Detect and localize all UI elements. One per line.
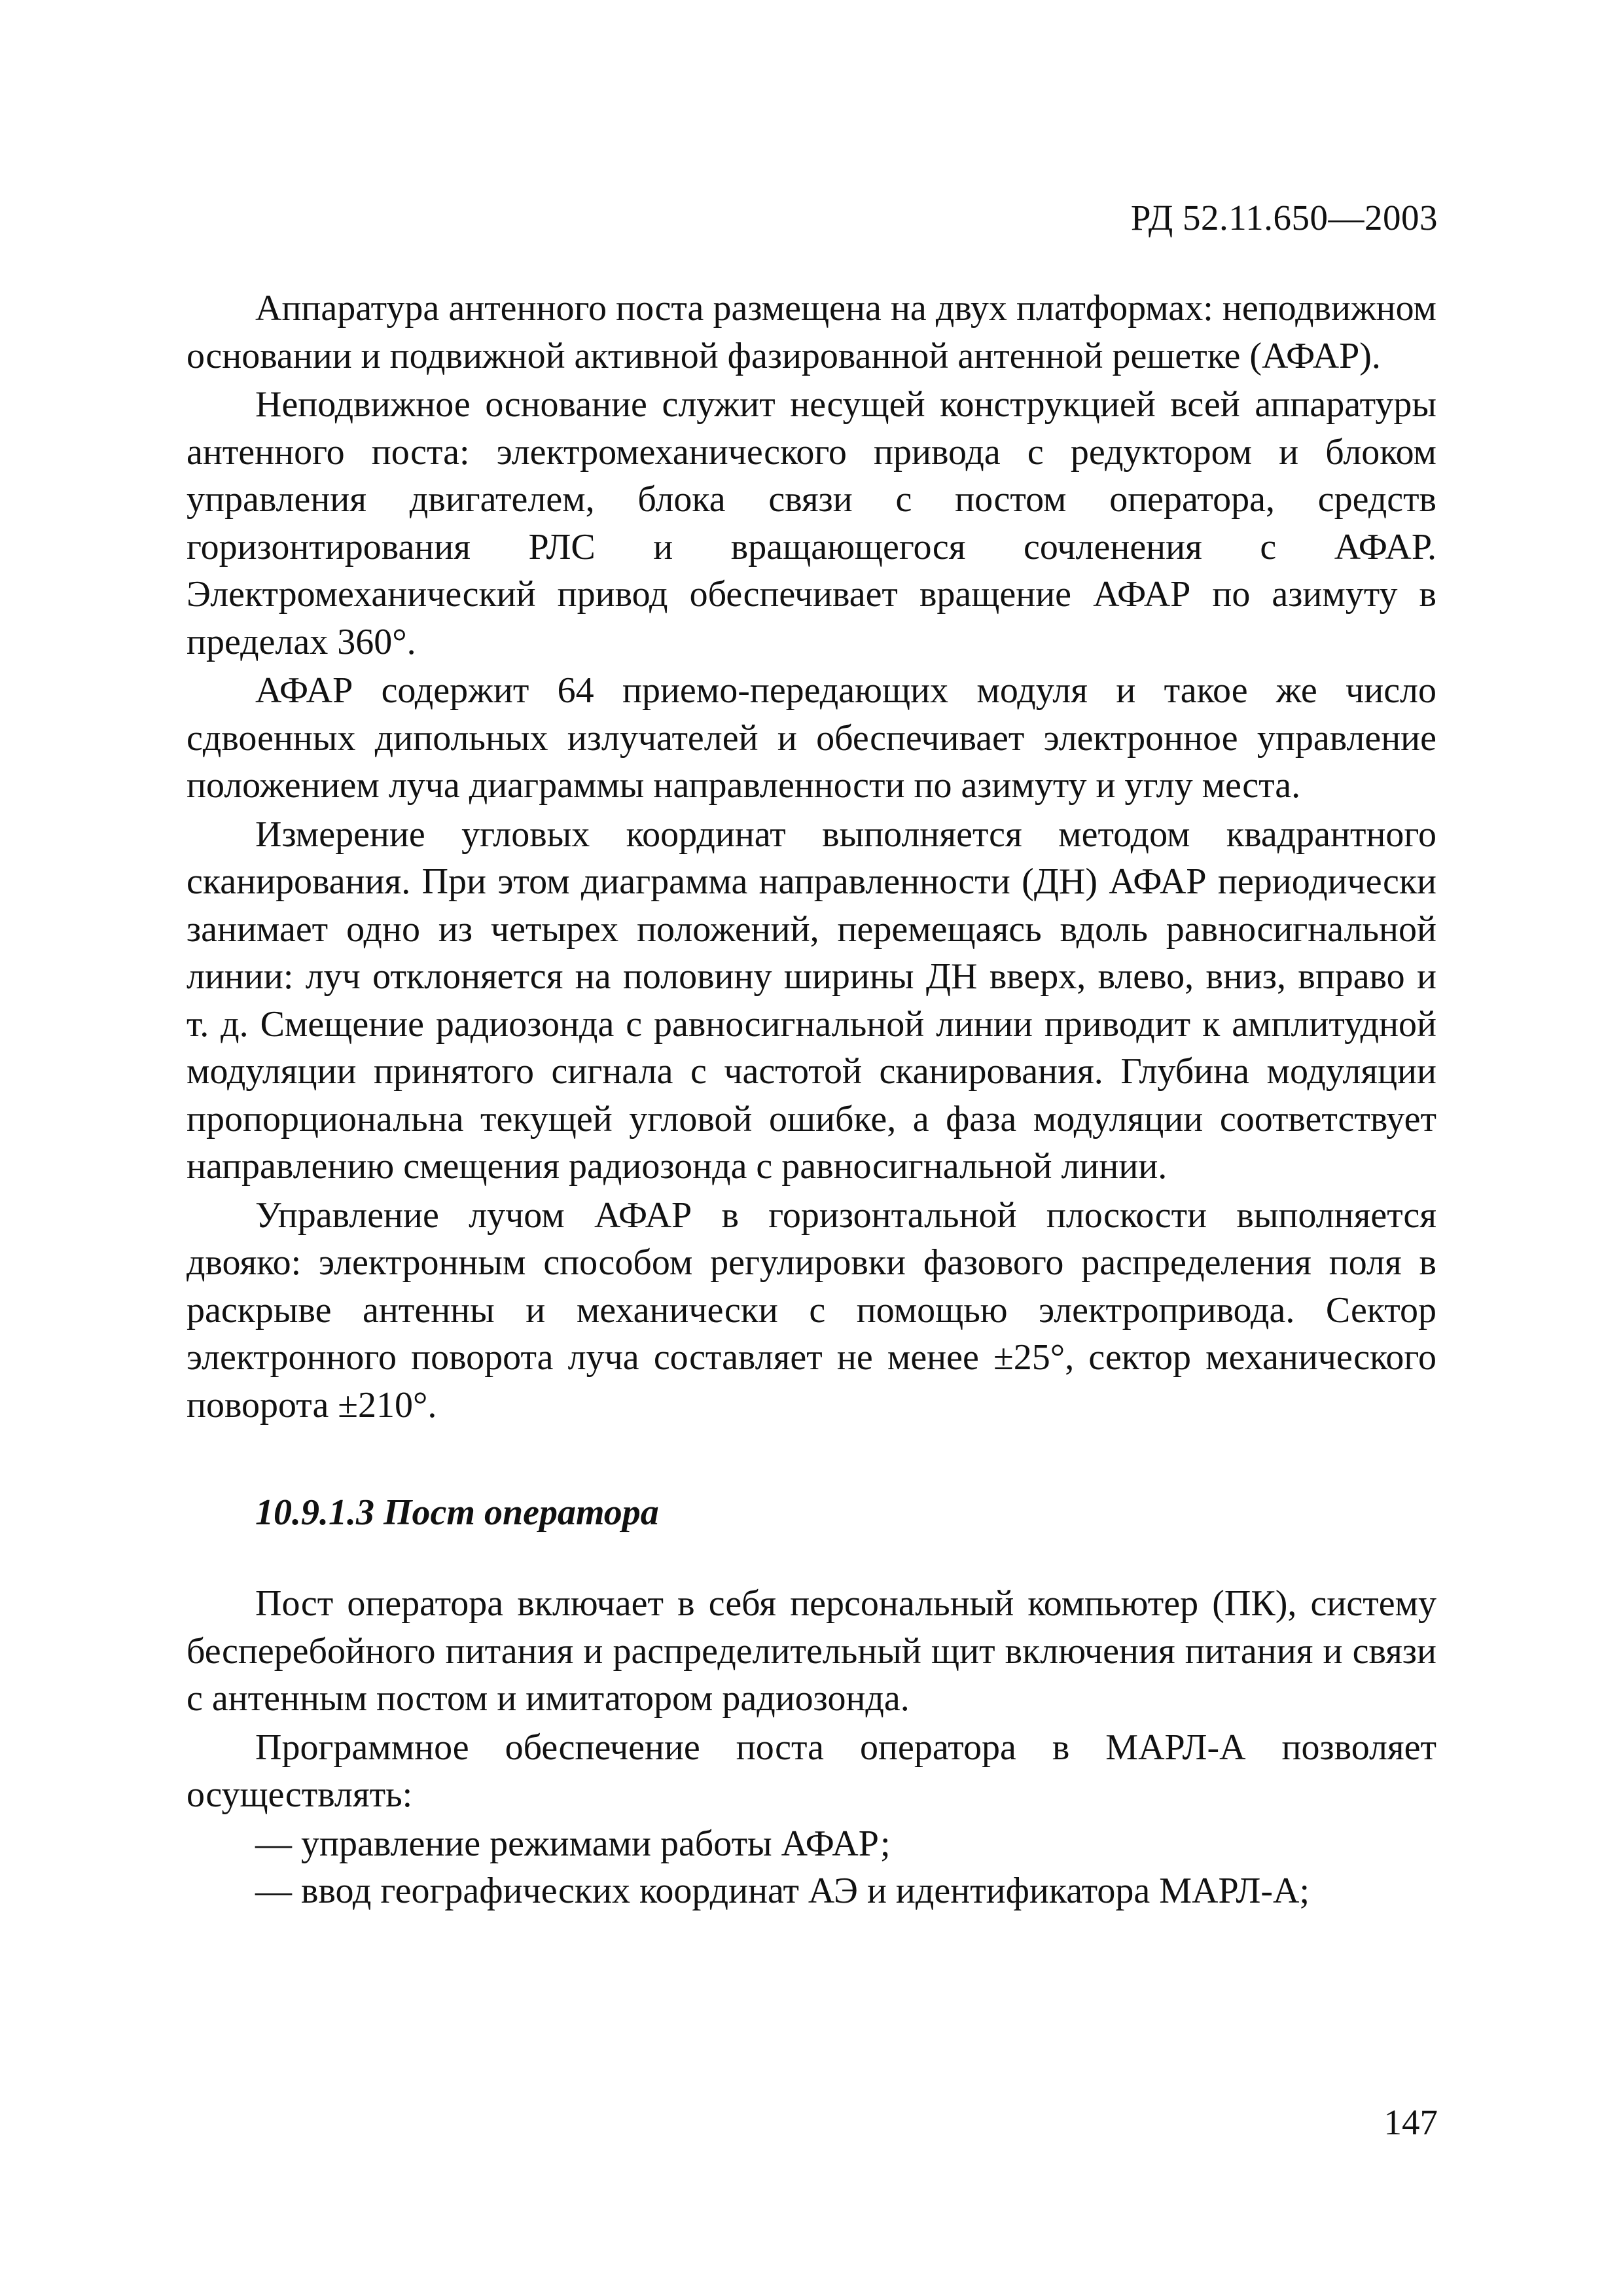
paragraph-beam-control: Управление лучом АФАР в горизонтальной плоскости выполняется двояко: электронным способом регулировки фазового распределения поля в раскрыве антенны и механически с помощью электропривода. Сектор электронного поворота луча составляет не менее ±25°, сектор механического поворота ±210°.: [187, 1194, 1436, 1426]
list-item: — ввод географических координат АЭ и идентификатора МАРЛ-А;: [255, 1871, 1310, 1911]
paragraph-software: Программное обеспечение поста оператора в МАРЛ-А позволяет осуществлять:: [187, 1727, 1436, 1815]
document-code-header: РД 52.11.650—2003: [1130, 198, 1438, 238]
paragraph-afar-modules: АФАР содержит 64 приемо-передающих модуля и такое же число сдвоенных дипольных излучателей и обеспечивает электронное управление положением луча диаграммы направленности по азимуту и углу места.: [187, 670, 1436, 806]
paragraph-angular-measurement: Измерение угловых координат выполняется методом квадрантного сканирования. При этом диаграмма направленности (ДН) АФАР периодически занимает одно из четырех положений, перемещаясь вдоль равносигнальной линии: луч отклоняется на половину ширины ДН вверх, влево, вниз, вправо и т. д. Смещение радиозонда с равносигнальной линии приводит к амплитудной модуляции принятого сигнала с частотой сканирования. Глубина модуляции пропорциональна текущей угловой ошибке, а фаза модуляции соответствует направлению смещения радиозонда с равносигнальной линии.: [187, 814, 1436, 1187]
list-item: — управление режимами работы АФАР;: [255, 1823, 891, 1864]
section-heading-operator-post: 10.9.1.3 Пост оператора: [255, 1492, 659, 1533]
capabilities-list: [187, 1820, 1436, 1915]
page-body: [187, 285, 1436, 1915]
paragraph-fixed-base: Неподвижное основание служит несущей конструкцией всей аппаратуры антенного поста: электромеханического привода с редуктором и блоком управления двигателем, блока связи с постом оператора, средств горизонтирования РЛС и вращающегося сочленения с АФАР. Электромеханический привод обеспечивает вращение АФАР по азимуту в пределах 360°.: [187, 384, 1436, 662]
paragraph-antenna-post: Аппаратура антенного поста размещена на двух платформах: неподвижном основании и подвижной активной фазированной антенной решетке (АФАР).: [187, 288, 1436, 376]
page-number: 147: [1383, 2102, 1438, 2142]
paragraph-operator-post: Пост оператора включает в себя персональный компьютер (ПК), систему бесперебойного питания и распределительный щит включения питания и связи с антенным постом и имитатором радиозонда.: [187, 1583, 1436, 1719]
